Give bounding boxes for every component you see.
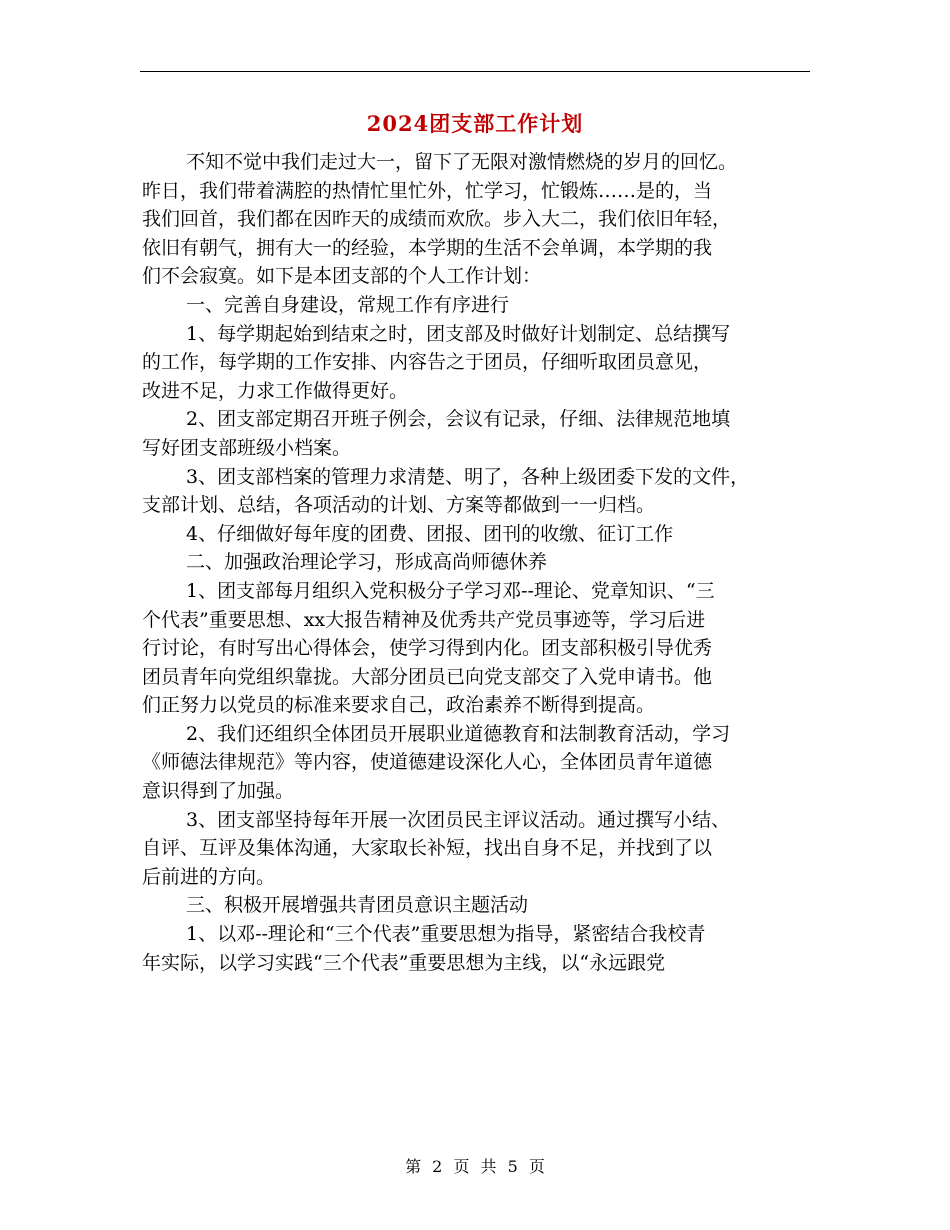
document-body	[142, 148, 812, 977]
text-line: 2、我们还组织全体团员开展职业道德教育和法制教育活动，学习	[186, 722, 731, 745]
text-line: 后前进的方向。	[142, 865, 276, 888]
text-line: 一、完善自身建设，常规工作有序进行	[186, 293, 510, 316]
text-line: 团员青年向党组织靠拢。大部分团员已向党支部交了入党申请书。他	[142, 665, 713, 688]
page-footer: 第 2 页 共 5 页	[405, 1157, 545, 1176]
text-line: 三、积极开展增强共青团员意识主题活动	[186, 894, 529, 917]
text-line: 的工作，每学期的工作安排、内容告之于团员，仔细听取团员意见，	[142, 351, 713, 374]
text-line: 行讨论，有时写出心得体会，使学习得到内化。团支部积极引导优秀	[142, 637, 713, 660]
text-line: 1、团支部每月组织入党积极分子学习邓--理论、党章知识、“三	[186, 579, 715, 602]
text-line: 依旧有朝气，拥有大一的经验，本学期的生活不会单调，本学期的我	[142, 236, 713, 259]
text-line: 改进不足，力求工作做得更好。	[142, 379, 409, 402]
document-title: 2024团支部工作计划	[366, 111, 584, 136]
text-line: 3、团支部坚持每年开展一次团员民主评议活动。通过撰写小结、	[186, 808, 731, 831]
header-rule	[140, 71, 810, 72]
text-line: 支部计划、总结，各项活动的计划、方案等都做到一一归档。	[142, 494, 656, 517]
text-line: 2、团支部定期召开班子例会，会议有记录，仔细、法律规范地填	[186, 408, 731, 431]
text-line: 年实际，以学习实践“三个代表”重要思想为主线，以“永远跟党	[142, 951, 666, 974]
text-line: 不知不觉中我们走过大一，留下了无限对激情燃烧的岁月的回忆。	[186, 151, 738, 173]
text-line: 自评、互评及集体沟通，大家取长补短，找出自身不足，并找到了以	[142, 837, 713, 860]
text-line: 1、每学期起始到结束之时，团支部及时做好计划制定、总结撰写	[186, 322, 731, 345]
text-line: 我们回首，我们都在因昨天的成绩而欢欣。步入大二，我们依旧年轻，	[142, 208, 732, 231]
text-line: 个代表”重要思想、xx大报告精神及优秀共产党员事迹等，学习后进	[142, 608, 706, 631]
text-line: 二、加强政治理论学习，形成高尚师德休养	[186, 551, 548, 574]
text-line: 写好团支部班级小档案。	[142, 436, 352, 459]
text-line: 意识得到了加强。	[142, 780, 295, 803]
text-line: 们正努力以党员的标准来要求自己，政治素养不断得到提高。	[142, 694, 656, 717]
text-line: 1、以邓--理论和“三个代表”重要思想为指导，紧密结合我校青	[186, 923, 706, 946]
text-line: 3、团支部档案的管理力求清楚、明了，各种上级团委下发的文件，	[186, 465, 750, 488]
text-line: 们不会寂寞。如下是本团支部的个人工作计划：	[142, 265, 542, 288]
text-line: 4、仔细做好每年度的团费、团报、团刊的收缴、征订工作	[186, 522, 674, 545]
text-line: 昨日，我们带着满腔的热情忙里忙外，忙学习，忙锻炼……是的，当	[142, 179, 713, 202]
text-line: 《师德法律规范》等内容，使道德建设深化人心，全体团员青年道德	[142, 751, 713, 774]
